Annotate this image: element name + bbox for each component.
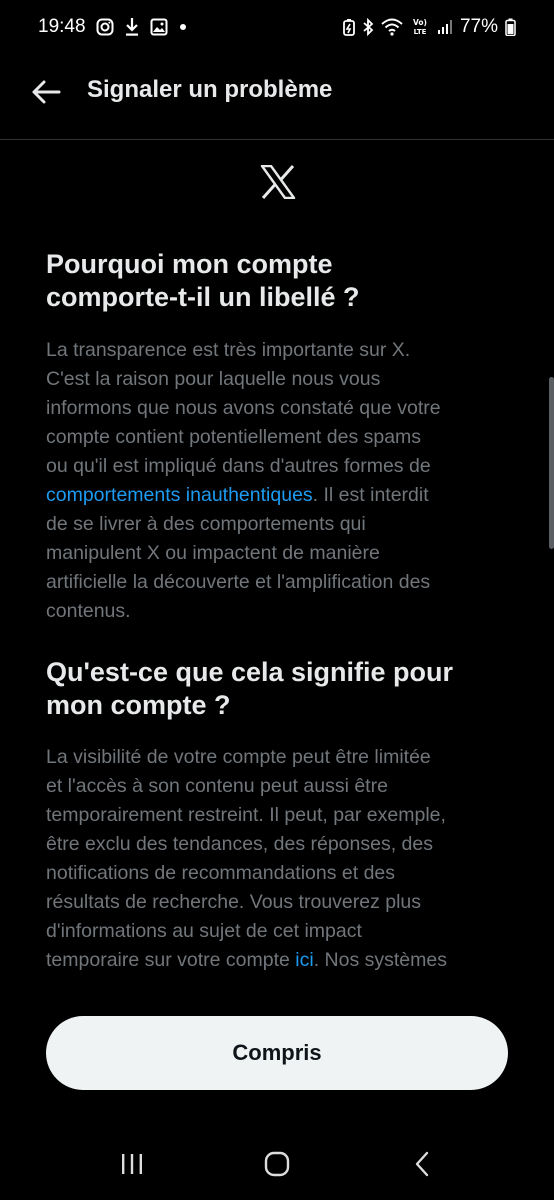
home-button[interactable] [247,1144,307,1184]
back-icon [413,1151,431,1177]
status-left [38,16,188,38]
x-logo-icon [259,165,297,199]
section-heading-why-label [46,248,516,314]
section-body-what-it-means [46,743,516,975]
compris-button[interactable]: Compris [46,1016,508,1090]
body-line: contenus. [46,600,131,622]
download-icon [124,17,140,37]
battery-icon [505,18,516,36]
image-icon [150,18,168,36]
body-line: temporaire sur votre compte [46,949,296,971]
wifi-icon [381,18,403,36]
system-back-button[interactable] [392,1144,452,1184]
inauthentic-behavior-link[interactable]: comportements inauthentiques [46,484,313,506]
heading-line: Qu'est-ce que cela signifie pour [46,657,454,687]
section-heading-what-it-means [46,656,516,722]
body-line: notifications de recommandations et des [46,862,396,884]
status-bar [0,0,554,54]
body-line: être exclu des tendances, des réponses, des [46,833,433,855]
heading-line: mon compte ? [46,690,231,720]
body-line: . Il est interdit [312,484,429,506]
more-info-link[interactable]: ici [295,949,314,971]
arrow-left-icon [31,80,61,104]
body-line: La transparence est très importante sur X. [46,339,411,361]
instagram-icon [96,18,114,36]
battery-percent: 77% [459,16,498,37]
status-right [343,16,516,38]
home-icon [264,1151,290,1177]
dot-icon [178,22,188,32]
body-line: artificielle la découverte et l'amplification des [46,571,431,593]
content-scroll-area[interactable] [0,140,554,990]
bluetooth-icon [362,18,374,36]
clock: 19:48 [38,16,86,37]
body-line: et l'accès à son contenu peut aussi être [46,775,388,797]
body-line: de se livrer à des comportements qui [46,513,366,535]
body-line: C'est la raison pour laquelle nous vous [46,368,381,390]
scrollbar-thumb[interactable] [549,377,554,549]
heading-line: comporte-t-il un libellé ? [46,282,360,312]
section-body-why-label [46,336,516,626]
body-line: La visibilité de votre compte peut être limitée [46,746,431,768]
body-line: informons que nous avons constaté que votre [46,397,441,419]
body-line: ou qu'il est impliqué dans d'autres formes de [46,455,431,477]
app-header [0,54,554,140]
page-title: Signaler un problème [87,76,333,103]
recent-apps-icon [119,1152,145,1176]
recent-apps-button[interactable] [102,1144,162,1184]
back-button[interactable] [26,74,66,110]
body-line: . Nos systèmes [313,949,447,971]
svg-text:LTE: LTE [413,28,427,36]
svg-text:Vo): Vo) [412,18,427,27]
signal-icon [437,19,453,35]
body-line: temporairement restreint. Il peut, par exemple, [46,804,446,826]
heading-line: Pourquoi mon compte [46,249,333,279]
body-line: manipulent X ou impactent de manière [46,542,380,564]
battery-saver-icon [343,18,355,36]
body-line: résultats de recherche. Vous trouverez plus [46,891,422,913]
body-line: d'informations au sujet de cet impact [46,920,362,942]
volte-icon [410,17,430,37]
system-nav-bar [0,1128,554,1200]
body-line: compte contient potentiellement des spams [46,426,422,448]
